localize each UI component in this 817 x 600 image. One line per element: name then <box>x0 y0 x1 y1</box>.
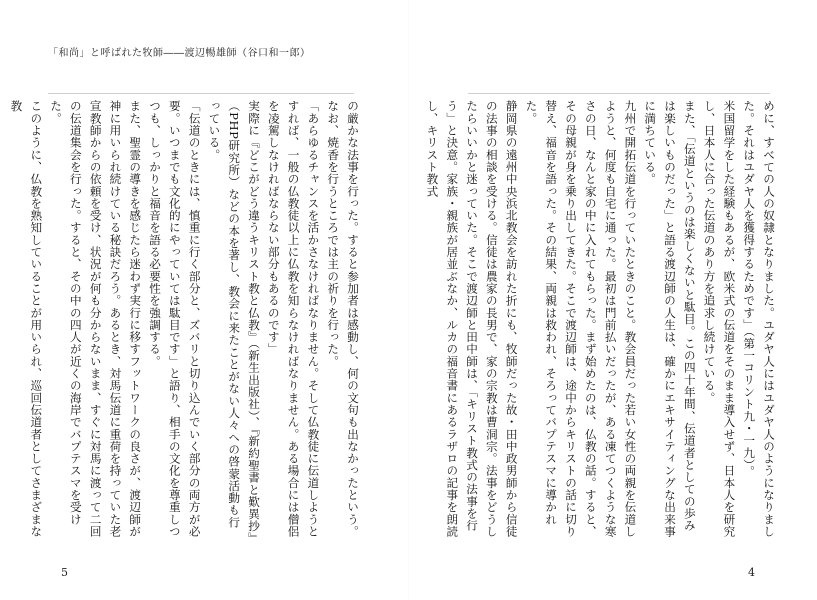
running-head: 「和尚」と呼ばれた牧師――渡辺暢雄師（谷口和一郎） <box>48 48 311 59</box>
right-page-text <box>425 100 778 540</box>
paragraph: このように、仏教を熟知していることが用いられ、巡回伝道者としてさまざまな教 <box>9 100 44 538</box>
page-number-right: 4 <box>748 566 755 579</box>
paragraph: 「伝道のときには、慎重に行く部分と、ズバリと切り込んでいく部分の両方が必要。いつまでも文化的にやっていては駄目です」と語り、相手の文化を尊重しつつも、しっかりと福音を語る必要性を強調する。 <box>148 100 202 538</box>
paragraph: めに、すべての人の奴隷となりました。ユダヤ人にはユダヤ人のようになりました。それはユダヤ人を獲得するためです」（第一コリント九・一九）。 <box>742 100 776 538</box>
paragraph: の厳かな法事を行った。すると参加者は感動し、何の文句も出なかったという。なお、焼香を行うところでは主の祈りを行った。 <box>326 100 360 538</box>
paragraph: 「あらゆるチャンスを活かさなければなりません。そして仏教徒に伝道しようとすれば、一般の仏教徒以上に仏教を知らなければなりません。ある場合には僧侶を凌駕しなければならない部分もあるのです」 <box>266 100 321 538</box>
header-rule-right <box>468 93 770 94</box>
page-gutter <box>408 0 409 600</box>
paragraph: また、聖霊の導きを感じたら迷わず実行に移すフットワークの良さが、渡辺師が神に用いられ続けている秘訣だろう。あるとき、対馬伝道に重荷を持っていた老宣教師からの依頼を受け、状況が何も分からないまま、すぐに対馬に渡って二回の伝道集会を行った。すると、その中の四人が近くの海岸でバプテスマを受けた。 <box>49 100 143 538</box>
header-rule-left <box>48 93 354 94</box>
paragraph: また、「伝道というのは楽しくないと駄目。この四十年間、伝道者としての歩みは楽しいものだった」と語る渡辺師の人生は、確かにエキサイティングな出来事に満ちている。 <box>643 100 697 538</box>
paragraph: 実際に『どこがどう違うキリスト教と仏教』（新生出版社）、『新約聖書と歎異抄』（PHP研究所）などの本を著し、教会に来たことがない人々への啓蒙活動も行っている。 <box>207 100 262 539</box>
left-page-text <box>9 100 362 540</box>
page-number-left: 5 <box>61 566 68 579</box>
paragraph: 米国留学をした経験もあるが、欧米式の伝道をそのまま導入せず、日本人を研究し、日本人に合った伝道のあり方を追求し続けている。 <box>702 100 737 538</box>
paragraph: 九州で開拓伝道を行っていたときのこと。教会員だった若い女性の両親を伝道しようと、何度も自宅に通った。最初は門前払いだったが、ある凍てつくような寒さの日、なんと家の中に入れてもらった。まず始めたのは、仏教の話。すると、その母親が身を乗り出してきた。そこで渡辺師は、途中からキリストの話に切り替え、福音を語った。その結果、両親は救われ、そろってバプテスマに導かれた。 <box>524 100 638 538</box>
paragraph: 静岡県の遠州中央浜北教会を訪れた折にも、牧師だった故・田中政男師から信徒の法事の相談を受ける。信徒は農家の長男で、家の宗教は曹洞宗。法事をどうしたらいいかと迷っていた。そこで渡辺師と田中師は、「キリスト教式の法事を行う」と決意。家族・親族が居並ぶなか、ルカの福音書にあるラザロの記事を朗読し、キリスト教式 <box>425 100 519 538</box>
